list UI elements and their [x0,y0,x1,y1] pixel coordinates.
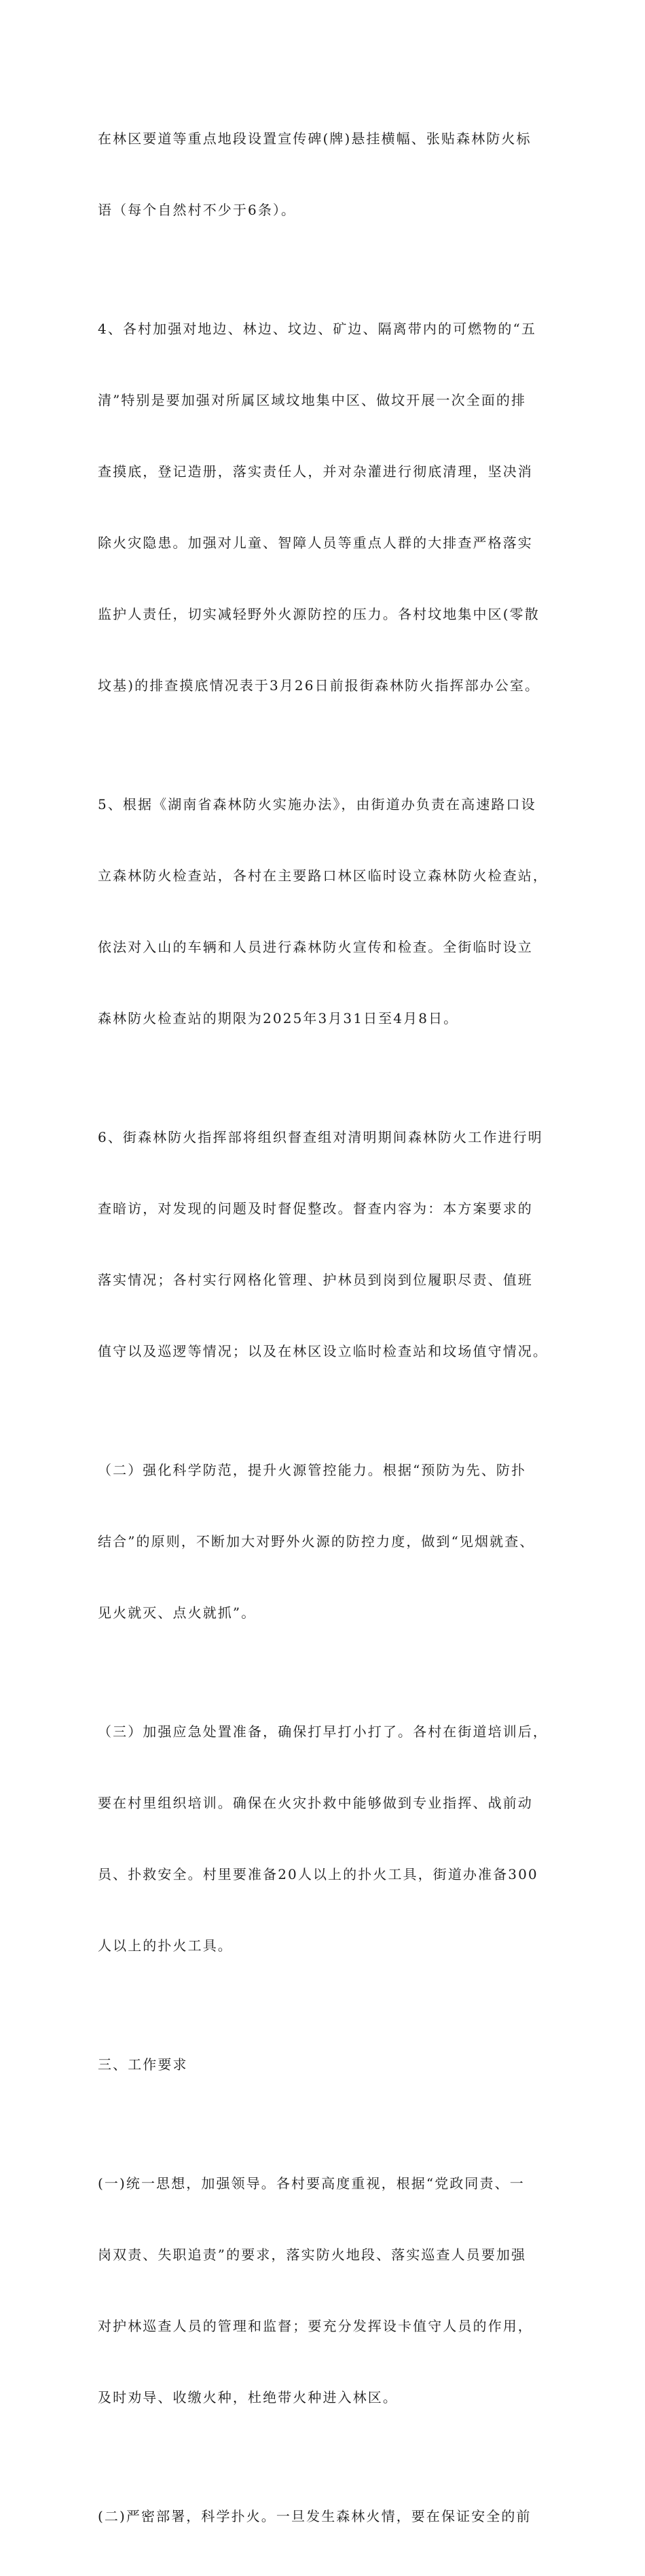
text-line: (一)统一思想，加强领导。各村要高度重视，根据“党政同责、一 [98,2175,525,2192]
text-line: (二)严密部署，科学扑火。一旦发生森林火情，要在保证安全的前 [98,2508,532,2524]
text-line: 4、各村加强对地边、林边、坟边、矿边、隔离带内的可燃物的“五 [98,321,536,337]
paragraph-section-3-1 [98,2124,556,2457]
text-line: 6、街森林防火指挥部将组织督查组对清明期间森林防火工作进行明 [98,1129,543,1145]
paragraph-section-2-3 [98,1672,556,2005]
text-line: 5、根据《湖南省森林防火实施办法》，由街道办负责在高速路口设 [98,796,536,812]
paragraph-item-4 [98,270,556,745]
text-line: 人以上的扑火工具。 [98,1937,233,1954]
text-line: 岗双责、失职追责”的要求，落实防火地段、落实巡查人员要加强 [98,2247,527,2263]
text-line: 见火就灭、点火就抓”。 [98,1605,257,1621]
text-line: 值守以及巡逻等情况；以及在林区设立临时检查站和坟场值守情况。 [98,1343,548,1359]
text-line: 监护人责任，切实减轻野外火源防控的压力。各村坟地集中区(零散 [98,606,540,622]
text-line: 员、扑救安全。村里要准备20人以上的扑火工具，街道办准备300 [98,1866,538,1882]
paragraph-item-6 [98,1078,556,1411]
paragraph-section-3-2 [98,2457,556,2576]
text-line: （二）强化科学防范，提升火源管控能力。根据“预防为先、防扑 [98,1462,527,1478]
text-line: 查暗访，对发现的问题及时督促整改。督查内容为：本方案要求的 [98,1200,533,1217]
text-line: 及时劝导、收缴火种，杜绝带火种进入林区。 [98,2389,398,2405]
paragraph-item-5 [98,745,556,1078]
text-line: 立森林防火检查站，各村在主要路口林区临时设立森林防火检查站， [98,867,548,884]
text-line: 结合”的原则，不断加大对野外火源的防控力度，做到“见烟就查、 [98,1533,535,1550]
text-line: 落实情况；各村实行网格化管理、护林员到岗到位履职尽责、值班 [98,1272,533,1288]
text-line: 依法对入山的车辆和人员进行森林防火宣传和检查。全街临时设立 [98,939,533,955]
text-line: 对护林巡查人员的管理和监督；要充分发挥设卡值守人员的作用， [98,2318,533,2334]
text-line: （三）加强应急处置准备，确保打早打小打了。各村在街道培训后， [98,1723,548,1740]
paragraph-continuation [98,79,556,270]
text-line: 要在村里组织培训。确保在火灾扑救中能够做到专业指挥、战前动 [98,1795,533,1811]
section-heading-3 [98,2005,556,2124]
heading-line: 三、工作要求 [98,2056,188,2073]
text-line: 查摸底，登记造册，落实责任人，并对杂灌进行彻底清理，坚决消 [98,463,533,480]
text-line: 语（每个自然村不少于6条）。 [98,202,297,218]
paragraph-section-2-2 [98,1411,556,1672]
text-line: 在林区要道等重点地段设置宣传碑(牌)悬挂横幅、张贴森林防火标 [98,130,532,147]
text-line: 清”特别是要加强对所属区域坟地集中区、做坟开展一次全面的排 [98,392,527,408]
text-line: 除火灾隐患。加强对儿童、智障人员等重点人群的大排查严格落实 [98,535,533,551]
text-line: 坟基)的排查摸底情况表于3月26日前报街森林防火指挥部办公室。 [98,677,540,694]
document-page [98,79,556,2576]
text-line: 森林防火检查站的期限为2025年3月31日至4月8日。 [98,1010,459,1026]
